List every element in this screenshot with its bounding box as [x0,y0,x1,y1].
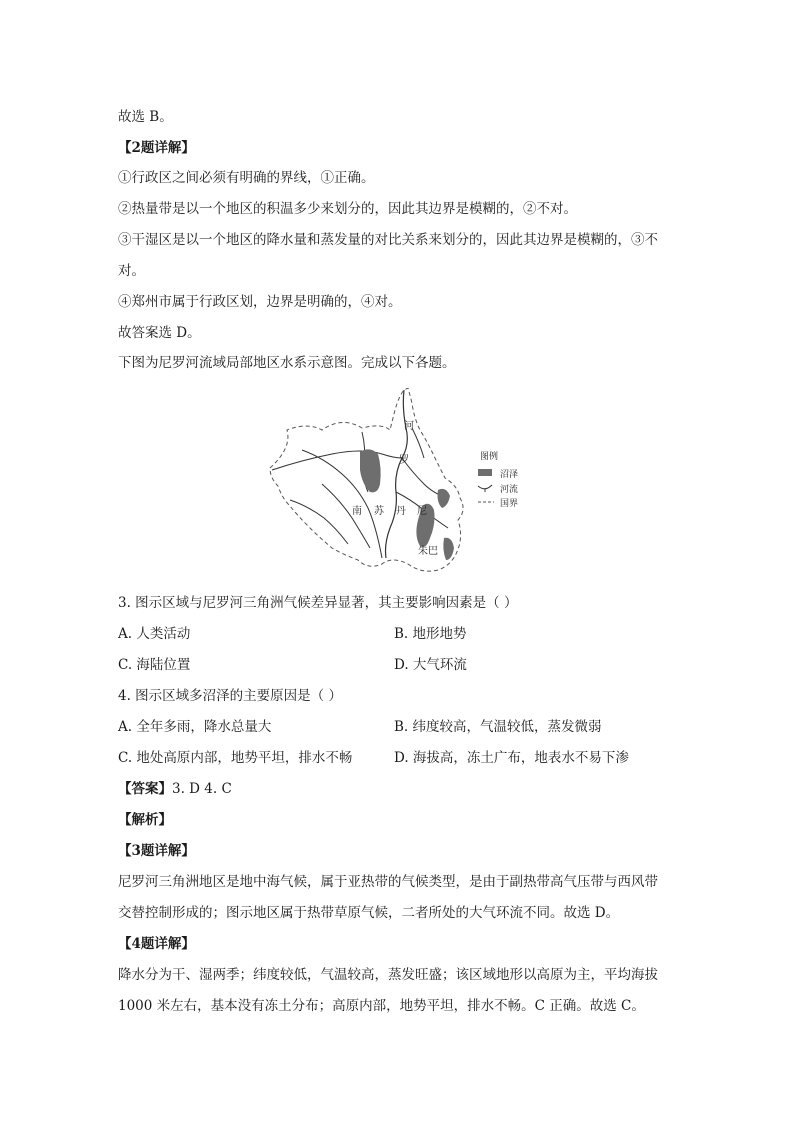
text-line: 下图为尼罗河流域局部地区水系示意图。完成以下各题。 [118,355,456,371]
text-line: 对。 [118,263,145,279]
map-label: 苏 [374,506,384,517]
nile-river-map [262,388,552,574]
map-label: 朱巴 [418,546,438,557]
text-line: 故选 B。 [118,109,173,125]
answer-line [118,780,232,798]
q3-detail-text: 交替控制形成的；图示地区属于热带草原气候，二者所处的大气环流不同。故选 D。 [118,905,620,921]
q4-option-d: D. 海拔高，冻土广布，地表水不易下渗 [394,750,629,766]
question-4-stem: 4. 图示区域多沼泽的主要原因是（ ） [118,688,342,704]
answer-label: 【答案】 [118,781,172,797]
legend-river-symbol [478,485,492,492]
q4-detail-text: 降水分为干、湿两季；纬度较低，气温较高，蒸发旺盛；该区域地形以高原为主，平均海拔 [118,967,658,983]
q3-detail-heading: 【3题详解】 [118,843,195,859]
map-label: 丹 [396,506,406,517]
river [272,451,402,470]
q4-option-b: B. 纬度较高，气温较低，蒸发微弱 [394,719,602,735]
river [412,428,424,458]
text-line: ④郑州市属于行政区划，边界是明确的，④对。 [118,294,402,310]
q3-option-c: C. 海陆位置 [118,657,191,673]
text-line: ③干湿区是以一个地区的降水量和蒸发量的对比关系来划分的，因此其边界是模糊的，③不 [118,232,658,248]
text-line: 故答案选 D。 [118,325,201,341]
swamp [438,489,451,508]
legend-title: 图例 [480,452,499,462]
legend-swamp-swatch [478,469,492,476]
q4-option-c: C. 地处高原内部，地势平坦，排水不畅 [118,750,353,766]
text-line: ①行政区之间必须有明确的界线，①正确。 [118,170,375,186]
map-label: 南 [352,506,362,517]
map-label: 河 [404,421,414,432]
q3-option-d: D. 大气环流 [394,657,467,673]
river [290,500,348,544]
river [386,390,408,558]
q4-detail-text: 1000 米左右，基本没有冻土分布；高原内部，地势平坦，排水不畅。C 正确。故选 C。 [118,998,645,1014]
answer-text: 3. D 4. C [172,781,232,797]
map-label: 尼 [417,506,427,517]
swamp [443,538,454,560]
question-3-stem: 3. 图示区域与尼罗河三角洲气候差异显著，其主要影响因素是（ ） [118,595,518,611]
legend-river: 河流 [500,485,519,495]
analysis-heading: 【解析】 [118,812,172,828]
q4-option-a: A. 全年多雨，降水总量大 [118,719,272,735]
section-heading: 【2题详解】 [118,140,195,156]
q3-detail-text: 尼罗河三角洲地区是地中海气候，属于亚热带的气候类型，是由于副热带高气压带与西风带 [118,874,658,890]
legend-border: 国界 [500,499,519,509]
q3-option-a: A. 人类活动 [118,626,191,642]
river [322,484,370,548]
q3-option-b: B. 地形地势 [394,626,467,642]
swamp [360,449,381,492]
q4-detail-heading: 【4题详解】 [118,936,195,952]
legend-swamp: 沼泽 [500,470,519,480]
text-line: ②热量带是以一个地区的积温多少来划分的，因此其边界是模糊的，②不对。 [118,201,577,217]
map-label: 罗 [399,455,409,466]
